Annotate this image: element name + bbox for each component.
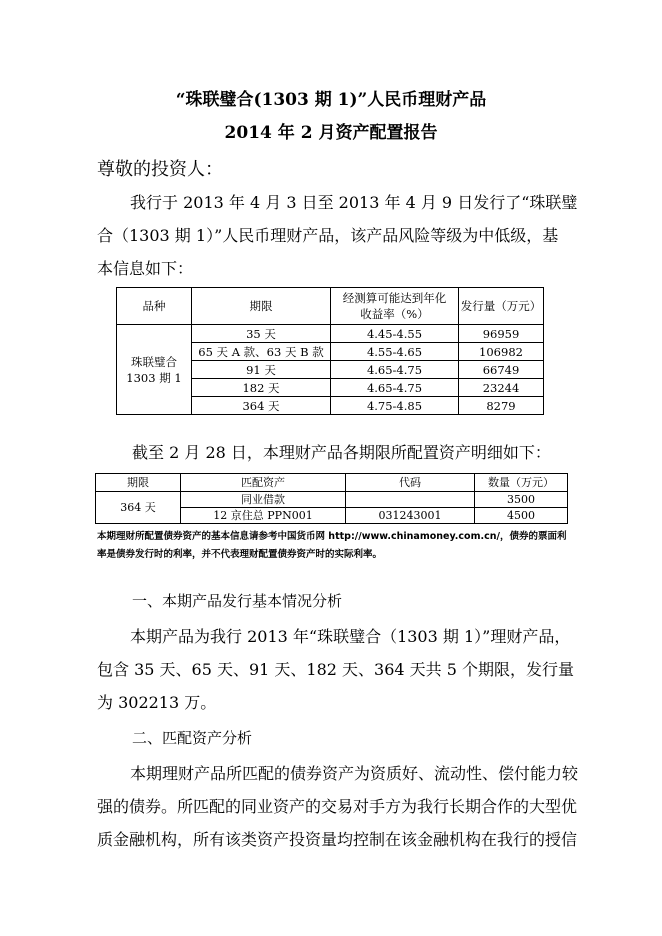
term-cell: 91 天 xyxy=(192,361,331,379)
section2-line-3: 质金融机构，所有该类资产投资量均控制在该金融机构在我行的授信 xyxy=(97,830,578,849)
table-header-row xyxy=(96,474,568,492)
rate-cell: 4.65-4.75 xyxy=(331,361,459,379)
section2-line-1: 本期理财产品所匹配的债券资产为资质好、流动性、偿付能力较 xyxy=(130,764,579,783)
header-term: 期限 xyxy=(192,288,331,325)
amount-cell: 66749 xyxy=(459,361,544,379)
code-cell: 031243001 xyxy=(346,508,475,524)
rate-cell: 4.45-4.55 xyxy=(331,325,459,343)
note-line-1: 本期理财所配置债券资产的基本信息请参考中国货币网 http://www.chinamoney.com.cn/，债券的票面利 xyxy=(97,531,567,542)
section1-line-2: 包含 35 天、65 天、91 天、182 天、364 天共 5 个期限，发行量 xyxy=(97,660,575,679)
amount-cell: 23244 xyxy=(459,379,544,397)
report-title-line1: “珠联璧合(1303 期 1)”人民币理财产品 xyxy=(175,90,487,110)
section1-line-1: 本期产品为我行 2013 年“珠联璧合（1303 期 1）”理财产品， xyxy=(130,627,571,646)
term-cell: 182 天 xyxy=(192,379,331,397)
asset-cell: 同业借款 xyxy=(181,492,346,508)
product-name-cell: 珠联璧合 1303 期 1 xyxy=(117,325,192,415)
table-row xyxy=(117,325,544,343)
rate-cell: 4.75-4.85 xyxy=(331,397,459,415)
intro-line-2: 合（1303 期 1）”人民币理财产品，该产品风险等级为中低级，基 xyxy=(97,226,559,245)
note-line-2: 率是债券发行时的利率，并不代表理财配置债券资产时的实际利率。 xyxy=(97,549,383,560)
header-term: 期限 xyxy=(96,474,181,492)
header-code: 代码 xyxy=(346,474,475,492)
term-cell: 65 天 A 款、63 天 B 款 xyxy=(192,343,331,361)
term-cell: 364 天 xyxy=(192,397,331,415)
code-cell xyxy=(346,492,475,508)
report-title-line2: 2014 年 2 月资产配置报告 xyxy=(224,123,438,143)
amount-cell: 106982 xyxy=(459,343,544,361)
section2-heading: 二、匹配资产分析 xyxy=(132,729,253,747)
intro-paragraph xyxy=(97,186,578,285)
intro-line-1: 我行于 2013 年 4 月 3 日至 2013 年 4 月 9 日发行了“珠联璧 xyxy=(130,193,578,212)
amount-cell: 8279 xyxy=(459,397,544,415)
header-rate: 经测算可能达到年化收益率（%） xyxy=(331,288,459,325)
header-product: 品种 xyxy=(117,288,192,325)
quantity-cell: 4500 xyxy=(475,508,568,524)
table-header-row xyxy=(117,288,544,325)
term-cell: 364 天 xyxy=(96,492,181,524)
asset-cell: 12 京住总 PPN001 xyxy=(181,508,346,524)
section1-heading: 一、本期产品发行基本情况分析 xyxy=(132,592,343,610)
term-cell: 35 天 xyxy=(192,325,331,343)
section1-line-3: 为 302213 万。 xyxy=(97,693,217,712)
header-amount: 发行量（万元） xyxy=(459,288,544,325)
asset-allocation-table xyxy=(95,473,568,524)
section2-line-2: 强的债券。所匹配的同业资产的交易对手方为我行长期合作的大型优 xyxy=(97,797,578,816)
rate-cell: 4.55-4.65 xyxy=(331,343,459,361)
rate-cell: 4.65-4.75 xyxy=(331,379,459,397)
header-quantity: 数量（万元） xyxy=(475,474,568,492)
product-info-table xyxy=(116,287,544,415)
section2-paragraph xyxy=(97,757,579,856)
greeting: 尊敬的投资人： xyxy=(97,159,223,180)
quantity-cell: 3500 xyxy=(475,492,568,508)
table-row xyxy=(96,492,568,508)
amount-cell: 96959 xyxy=(459,325,544,343)
section1-paragraph xyxy=(97,620,575,719)
cutoff-statement: 截至 2 月 28 日，本理财产品各期限所配置资产明细如下： xyxy=(132,443,551,462)
intro-line-3: 本信息如下： xyxy=(97,259,194,278)
bond-info-note xyxy=(97,528,567,564)
header-asset: 匹配资产 xyxy=(181,474,346,492)
